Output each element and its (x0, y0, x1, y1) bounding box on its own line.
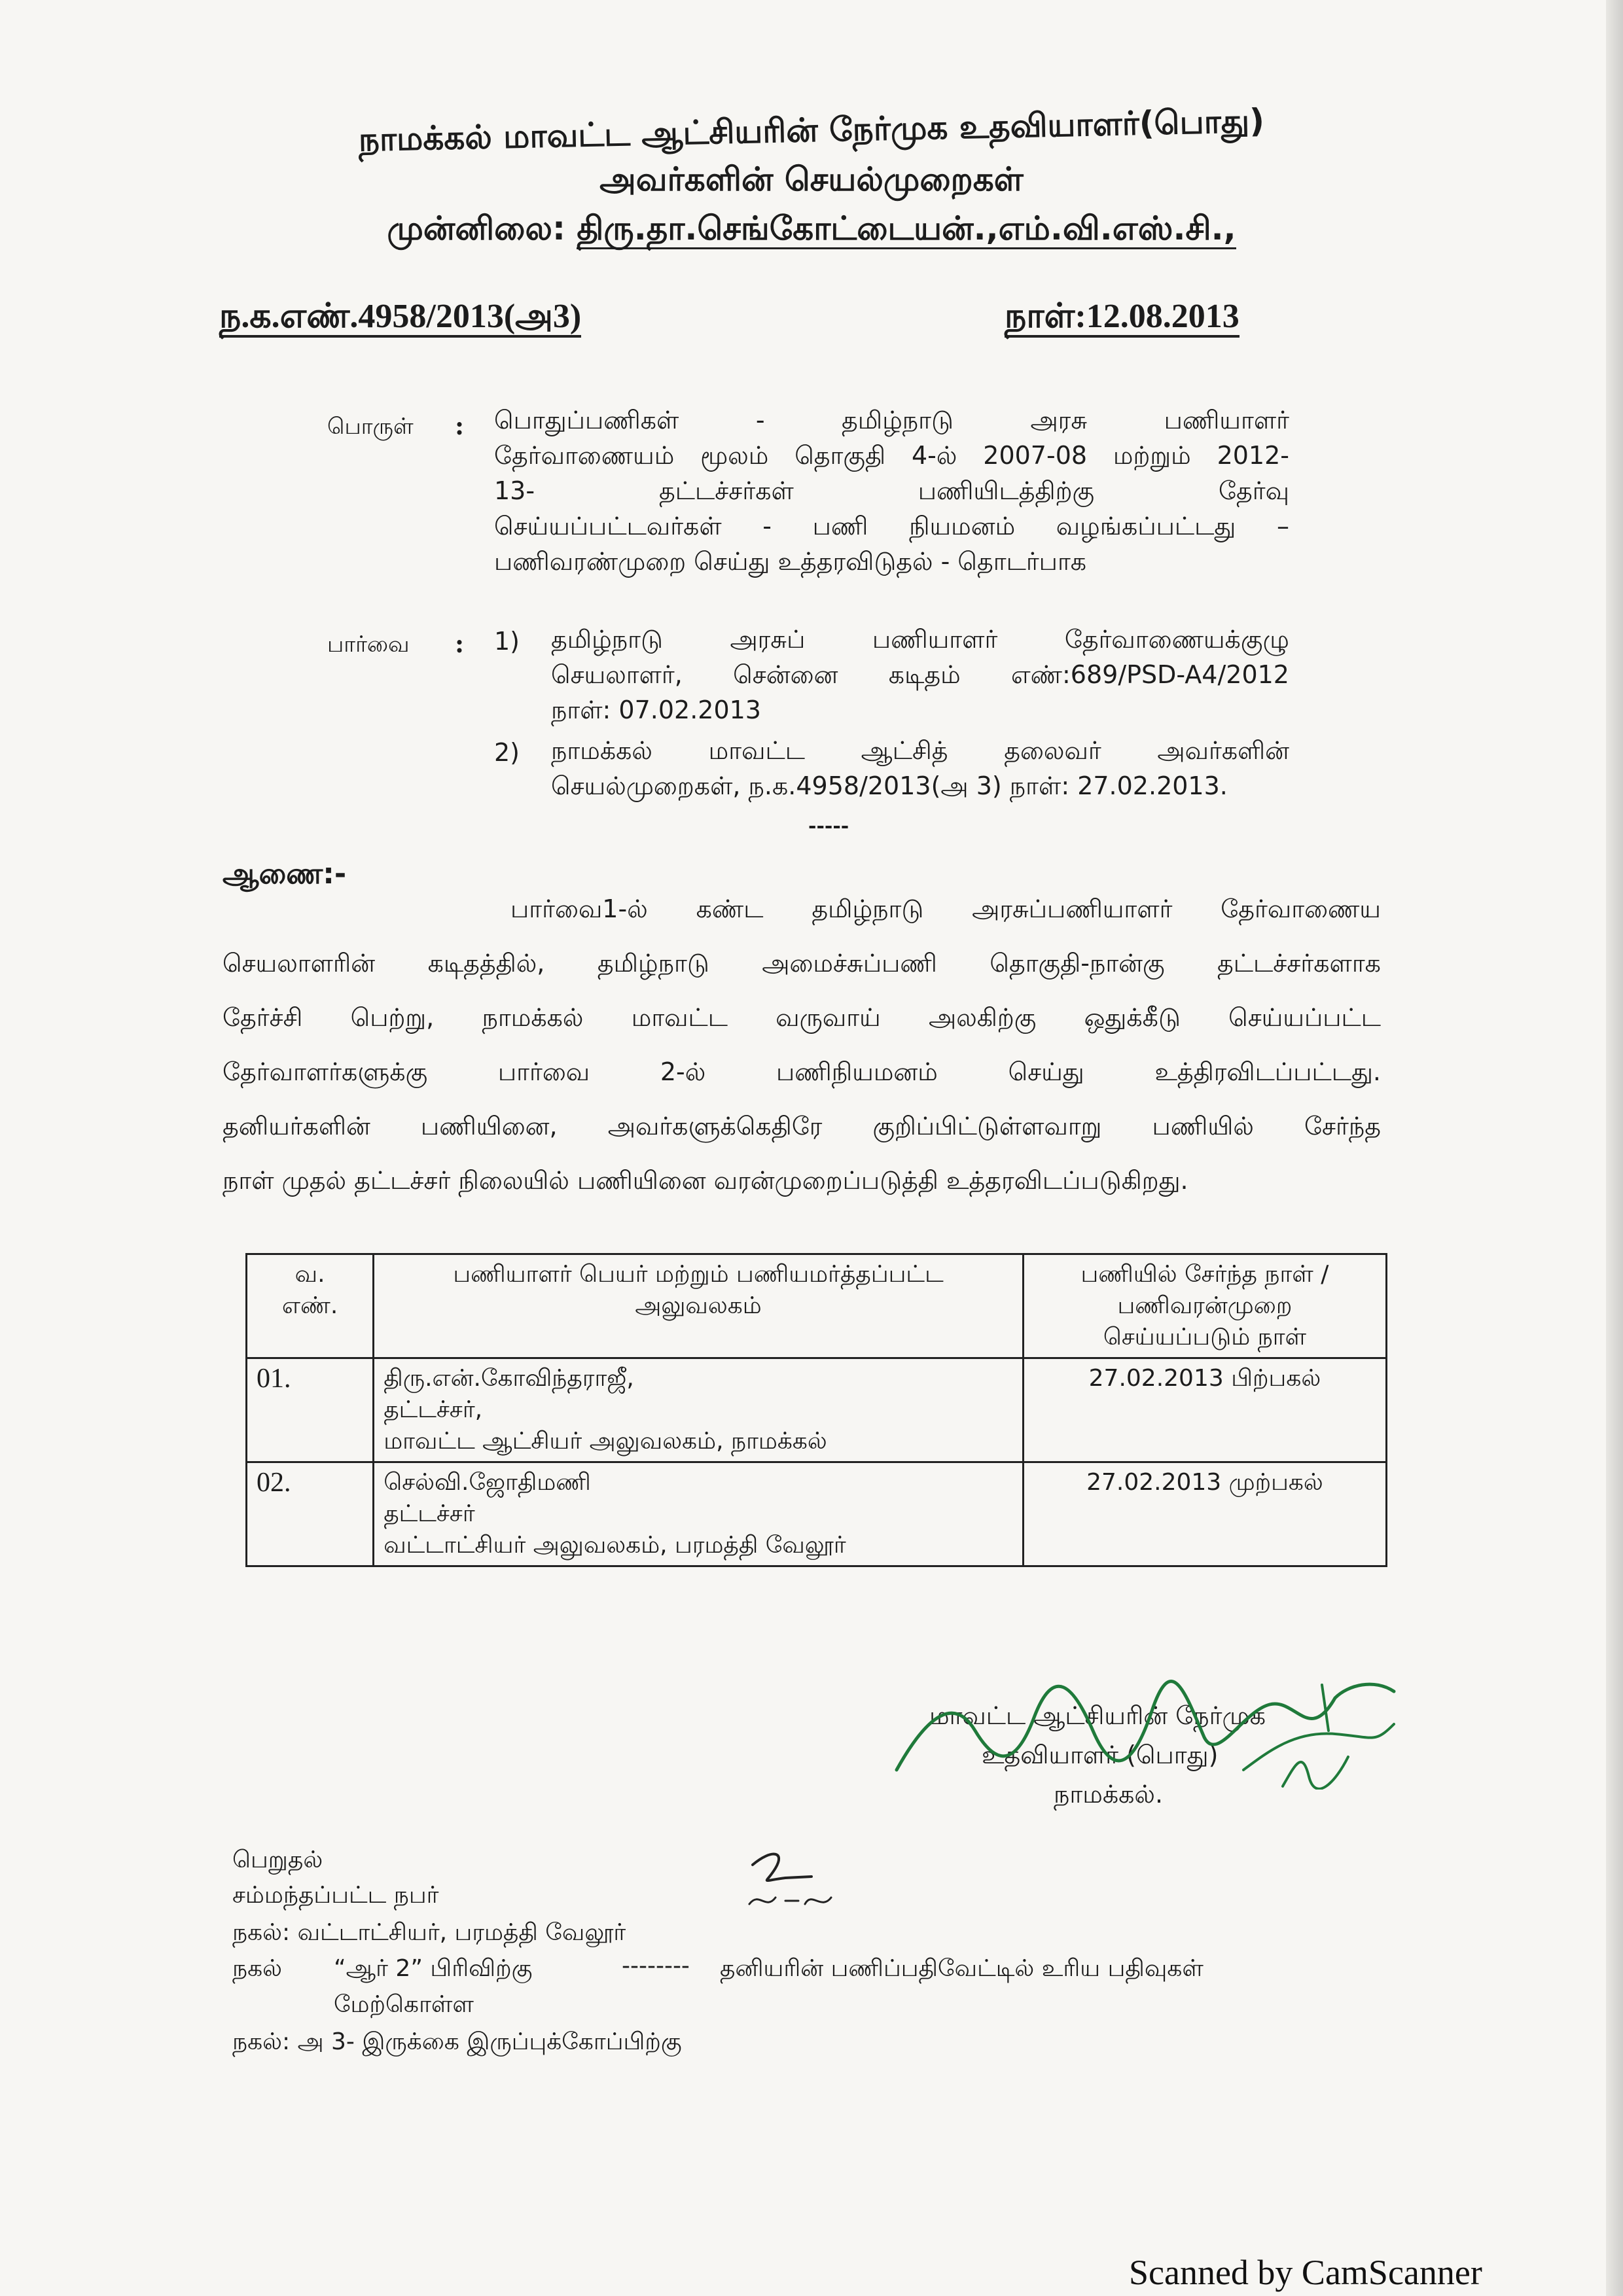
header-date (1023, 1254, 1386, 1358)
subject-text (494, 402, 1289, 579)
row-serial: 01. (247, 1358, 374, 1462)
row-date: 27.02.2013 முற்பகல் (1023, 1462, 1386, 1566)
header-proceedings: அவர்களின் செயல்முறைகள் (599, 160, 1024, 198)
order-line: தேர்ச்சி பெற்று, நாமக்கல் மாவட்ட வருவாய் அலகிற்கு ஒதுக்கீடு செய்யப்பட்ட (223, 1003, 1381, 1032)
detail-line: செல்வி.ஜோதிமணி (383, 1469, 591, 1496)
reference-date: நாள்:12.08.2013 (1005, 298, 1240, 338)
references-label: பார்வை (327, 631, 410, 658)
presence-label: முன்னிலை: (387, 209, 565, 247)
recipient: சம்மந்தப்பட்ட நபர் (232, 1882, 439, 1909)
order-line: நாள் முதல் தட்டச்சர் நிலையில் பணியினை வரன்முறைப்படுத்தி உத்தரவிடப்படுகிறது. (223, 1166, 1188, 1195)
scanner-watermark: Scanned by CamScanner (1129, 2253, 1482, 2292)
header-text: வ. (294, 1261, 325, 1288)
row-serial: 02. (247, 1462, 374, 1566)
presence-value: திரு.தா.செங்கோட்டையன்.,எம்.வி.எஸ்.சி., (577, 209, 1236, 249)
detail-line: வட்டாட்சியர் அலுவலகம், பரமத்தி வேலூர் (383, 1532, 846, 1559)
table-row (247, 1358, 1387, 1462)
copy-line-1: நகல்: வட்டாட்சியர், பரமத்தி வேலூர் (232, 1919, 626, 1946)
subject-line: பணிவரண்முறை செய்து உத்தரவிடுதல் - தொடர்பாக (494, 547, 1087, 576)
copy-line-2-section: “ஆர் 2” பிரிவிற்கு (334, 1955, 533, 1982)
order-line: பார்வை1-ல் கண்ட தமிழ்நாடு அரசுப்பணியாளர் தேர்வாணைய (510, 894, 1381, 923)
subject-line: தேர்வாணையம் மூலம் தொகுதி 4-ல் 2007-08 மற்றும் 2012- (494, 441, 1289, 470)
subject-line: பொதுப்பணிகள் - தமிழ்நாடு அரசு பணியாளர் (494, 406, 1289, 434)
reference-item-number: 2) (494, 738, 520, 767)
reference-line: நாமக்கல் மாவட்ட ஆட்சித் தலைவர் அவர்களின் (551, 736, 1289, 765)
copy-line-3: நகல்: அ 3- இருக்கை இருப்புக்கோப்பிற்கு (232, 2028, 682, 2055)
reference-item-2 (551, 733, 1289, 804)
separator: ----- (808, 815, 849, 838)
order-heading: ஆணை:- (223, 857, 347, 891)
order-line: செயலாளரின் கடிதத்தில், தமிழ்நாடு அமைச்சுப்பணி தொகுதி-நான்கு தட்டச்சர்களாக (223, 949, 1381, 978)
table-header-row (247, 1254, 1387, 1358)
detail-line: மாவட்ட ஆட்சியர் அலுவலகம், நாமக்கல் (383, 1428, 827, 1455)
table-row (247, 1462, 1387, 1566)
references-colon: : (455, 629, 465, 658)
reference-line: தமிழ்நாடு அரசுப் பணியாளர் தேர்வாணையக்குழு (551, 625, 1289, 654)
reference-number: ந.க.எண்.4958/2013(அ3) (219, 298, 581, 338)
header-serial (247, 1254, 374, 1358)
header-text: எண். (281, 1292, 338, 1319)
reference-line: செயலாளர், சென்னை கடிதம் எண்:689/PSD-A4/2012 (551, 660, 1289, 689)
header-text: பணிவரன்முறை (1117, 1292, 1293, 1319)
copy-line-2-continued: மேற்கொள்ள (334, 1991, 474, 2018)
copy-line-2-dash: -------- (622, 1952, 690, 1979)
recipient-label: பெறுதல் (232, 1846, 323, 1873)
reference-item-1 (551, 622, 1289, 728)
header-office-title: நாமக்கல் மாவட்ட ஆட்சியரின் நேர்முக உதவியாளர்(பொது) (358, 101, 1265, 159)
copy-line-2-text: தனியரின் பணிப்பதிவேட்டில் உரிய பதிவுகள் (720, 1955, 1204, 1982)
detail-line: தட்டச்சர், (383, 1396, 483, 1423)
header-employee (374, 1254, 1024, 1358)
handwritten-initials (740, 1845, 857, 1917)
copy-line-2-prefix: நகல் (232, 1955, 283, 1982)
signatory-line-2: உதவியாளர் (பொது) (982, 1740, 1219, 1769)
subject-line: 13- தட்டச்சர்கள் பணியிடத்திற்கு தேர்வு (494, 476, 1289, 505)
order-line: தேர்வாளர்களுக்கு பார்வை 2-ல் பணிநியமனம் செய்து உத்திரவிடப்பட்டது. (223, 1057, 1381, 1086)
detail-line: தட்டச்சர் (383, 1500, 475, 1527)
detail-line: திரு.என்.கோவிந்தராஜீ, (383, 1365, 634, 1392)
reference-line: நாள்: 07.02.2013 (551, 696, 761, 724)
header-text: பணியாளர் பெயர் மற்றும் பணியமர்த்தப்பட்ட (453, 1261, 944, 1288)
order-line: தனியர்களின் பணியினை, அவர்களுக்கெதிரே குறிப்பிட்டுள்ளவாறு பணியில் சேர்ந்த (223, 1112, 1381, 1140)
header-text: பணியில் சேர்ந்த நாள் / (1080, 1261, 1329, 1288)
header-text: அலுவலகம் (635, 1292, 762, 1319)
subject-line: செய்யப்பட்டவர்கள் - பணி நியமனம் வழங்கப்பட்டது – (494, 512, 1289, 540)
staff-table (245, 1253, 1387, 1567)
page-edge-shadow (1606, 0, 1623, 2296)
row-date: 27.02.2013 பிற்பகல் (1023, 1358, 1386, 1462)
subject-colon: : (455, 411, 465, 440)
header-text: செய்யப்படும் நாள் (1103, 1324, 1307, 1351)
subject-label: பொருள் (327, 414, 414, 440)
reference-line: செயல்முறைகள், ந.க.4958/2013(அ 3) நாள்: 27.02.2013. (551, 771, 1228, 800)
row-details (374, 1358, 1024, 1462)
handwritten-signature (877, 1672, 1400, 1790)
reference-item-number: 1) (494, 627, 520, 656)
signatory-line-1: மாவட்ட ஆட்சியரின் நேர்முக (929, 1701, 1266, 1730)
row-details (374, 1462, 1024, 1566)
order-body (223, 882, 1381, 1208)
signatory-line-3: நாமக்கல். (1054, 1780, 1164, 1809)
header-presence (0, 209, 1623, 252)
